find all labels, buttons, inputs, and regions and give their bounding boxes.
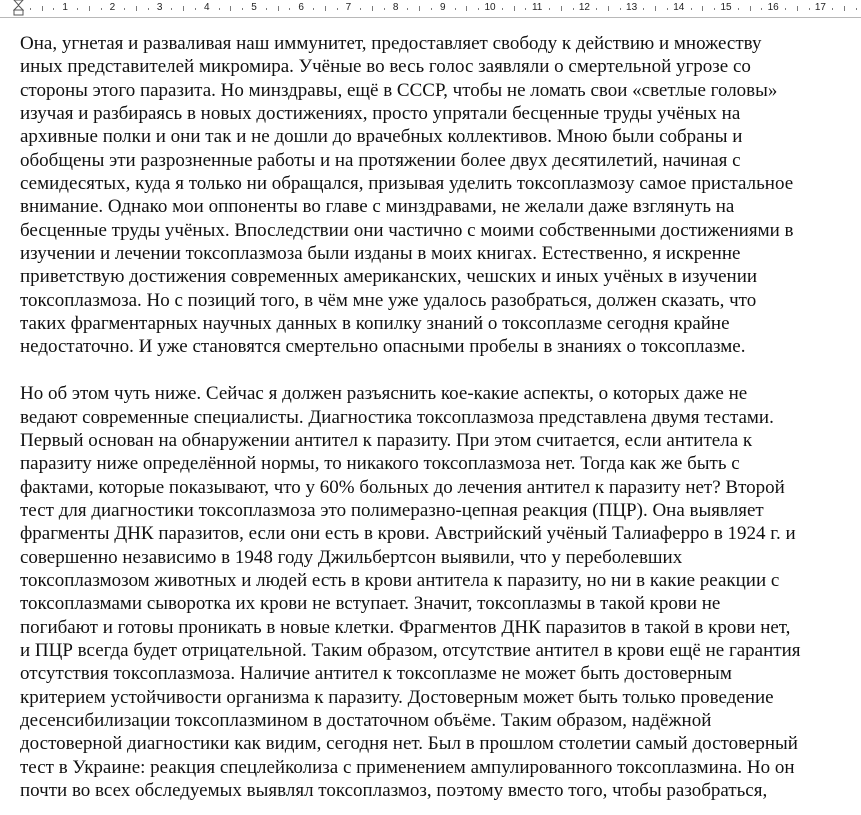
ruler-tick xyxy=(183,6,184,11)
ruler-tick xyxy=(514,6,515,11)
ruler-tick xyxy=(608,6,609,11)
ruler-number: 14 xyxy=(673,2,685,13)
ruler-tick xyxy=(667,8,668,10)
ruler-number: 15 xyxy=(720,2,732,13)
ruler-tick xyxy=(360,8,361,10)
ruler-tick xyxy=(809,8,810,10)
ruler-scale xyxy=(0,3,861,14)
paragraph-1: Она, угнетая и разваливая наш иммунитет, предоставляет свободу к действию и множеству иных представителей микромира. Учёные во весь голос заявляли о смертельной угрозе со стороны этого паразита. Но минздравы, ещё в СССР, чтобы не ломать свои «светлые головы» изучая и разбираясь в новых достижениях, просто упрятали бесценные труды учёных на архивные полки и они так и не дошли до врачебных коллективов. Мною были собраны и обобщены эти разрозненные работы и на протяжении более двух десятилетий, начиная с семидесятых, куда я только ни обращался, призывая уделить токсоплазмозу самое пристальное внимание. Однако мои оппоненты во главе с минздравами, не желали даже взглянуть на бесценные труды учёных. Впоследствии они частично с моими собственными достижениями в изучении и лечении токсоплазмоза были изданы в моих книгах. Естественно, я искренне приветствую достижения современных американских, чешских и иных учёных в изучении токсоплазмоза. Но с позиций того, в чём мне уже удалось разобраться, должен сказать, что таких фрагментарных научных данных в копилку знаний о токсоплазме сегодня крайне недостаточно. И уже становятся смертельно опасными пробелы в знаниях о токсоплазме. xyxy=(20,33,794,358)
ruler-tick xyxy=(561,6,562,11)
ruler-number: 16 xyxy=(767,2,779,13)
ruler-tick xyxy=(42,6,43,11)
ruler-number: 3 xyxy=(156,2,163,13)
ruler-tick xyxy=(242,8,243,10)
ruler-tick xyxy=(171,8,172,10)
paragraph-2: Но об этом чуть ниже. Сейчас я должен разъяснить кое-какие аспекты, о которых даже не ведают современные специалисты. Диагностика токсоплазмоза представлена двумя тестами. Первый основан на обнаружении антител к паразиту. При этом считается, если антитела к паразиту ниже определённой нормы, то никакого токсоплазмоза нет. Тогда как же быть с фактами, которые показывают, что у 60% больных до лечения антител к паразиту нет? Второй тест для диагностики токсоплазмоза это полимеразно-цепная реакция (ПЦР). Она выявляет фрагменты ДНК паразитов, если они есть в крови. Австрийский учёный Талиаферро в 1924 г. и совершенно независимо в 1948 году Джильбертсон выявили, что у переболевших токсоплазмозом животных и людей есть в крови антитела к паразиту, но ни в какие реакции с токсоплазмами сыворотка их крови не вступает. Значит, токсоплазмы в такой крови не погибают и готовы проникать в новые клетки. Фрагментов ДНК паразитов в такой в крови нет, и ПЦР всегда будет отрицательной. Таким образом, отсутствие антител в крови ещё не гарантия отсутствия токсоплазмоза. Наличие антител к токсоплазме не может быть достоверным критерием устойчивости организма к паразиту. Достоверным может быть только проведение десенсибилизации токсоплазмином в достаточном объёме. Таким образом, надёжной достоверной диагностики как видим, сегодня нет. Был в прошлом столетии самый достоверный тест в Украине: реакция спецлейколиза с применением ампулированного токсоплазмина. Но он почти во всех обследуемых выявлял токсоплазмоз, поэтому вместо того, чтобы разобраться, xyxy=(20,383,801,801)
ruler-number: 11 xyxy=(531,2,543,13)
ruler-tick xyxy=(101,8,102,10)
document-page[interactable] xyxy=(20,32,860,802)
ruler-tick xyxy=(466,6,467,11)
ruler-tick xyxy=(419,6,420,11)
ruler-tick xyxy=(148,8,149,10)
ruler-tick xyxy=(384,8,385,10)
ruler-tick xyxy=(30,8,31,10)
ruler-tick xyxy=(620,8,621,10)
ruler-tick xyxy=(714,8,715,10)
ruler-number: 8 xyxy=(392,2,399,13)
ruler-tick xyxy=(230,6,231,11)
ruler-tick xyxy=(856,8,857,10)
ruler-tick xyxy=(596,8,597,10)
ruler-tick xyxy=(785,8,786,10)
ruler-number: 1 xyxy=(62,2,68,13)
ruler-number: 5 xyxy=(251,2,257,13)
ruler-number: 13 xyxy=(626,2,638,13)
horizontal-ruler[interactable] xyxy=(0,0,861,18)
ruler-tick xyxy=(478,8,479,10)
ruler-number: 10 xyxy=(484,2,496,13)
ruler-tick xyxy=(313,8,314,10)
ruler-tick xyxy=(655,6,656,11)
ruler-tick xyxy=(325,6,326,11)
ruler-number: 2 xyxy=(109,2,116,13)
ruler-tick xyxy=(525,8,526,10)
ruler-tick xyxy=(77,8,78,10)
ruler-number: 4 xyxy=(204,2,210,13)
ruler-number: 6 xyxy=(298,2,304,13)
ruler-tick xyxy=(832,8,833,10)
ruler-tick xyxy=(691,8,692,10)
ruler-tick xyxy=(124,8,125,10)
ruler-number: 12 xyxy=(578,2,590,13)
ruler-tick xyxy=(761,8,762,10)
ruler-tick xyxy=(573,8,574,10)
ruler-tick xyxy=(455,8,456,10)
ruler-tick xyxy=(337,8,338,10)
ruler-tick xyxy=(750,6,751,11)
ruler-tick xyxy=(431,8,432,10)
ruler-tick xyxy=(289,8,290,10)
ruler-tick xyxy=(502,8,503,10)
ruler-number: 9 xyxy=(440,2,446,13)
ruler-tick xyxy=(844,6,845,11)
ruler-tick xyxy=(797,6,798,11)
ruler-tick xyxy=(372,6,373,11)
ruler-tick xyxy=(549,8,550,10)
ruler-tick xyxy=(407,8,408,10)
ruler-tick xyxy=(89,6,90,11)
ruler-tick xyxy=(53,8,54,10)
ruler-tick xyxy=(136,6,137,11)
ruler-number: 17 xyxy=(814,2,826,13)
ruler-tick xyxy=(219,8,220,10)
ruler-number: 7 xyxy=(345,2,352,13)
ruler-tick xyxy=(738,8,739,10)
ruler-tick xyxy=(702,6,703,11)
ruler-tick xyxy=(195,8,196,10)
ruler-tick xyxy=(278,6,279,11)
ruler-tick xyxy=(643,8,644,10)
ruler-tick xyxy=(266,8,267,10)
